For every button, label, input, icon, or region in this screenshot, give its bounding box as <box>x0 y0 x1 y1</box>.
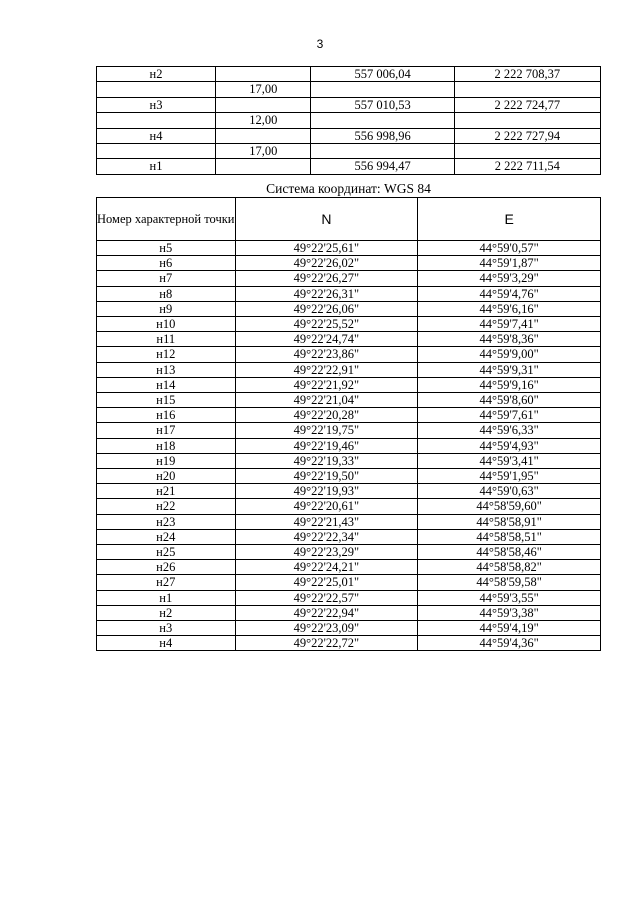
table-row <box>97 545 601 560</box>
latitude-cell: 49°22'21,04" <box>235 393 418 408</box>
longitude-cell: 44°58'59,60" <box>418 499 601 514</box>
longitude-cell: 44°58'58,82" <box>418 560 601 575</box>
latitude-cell: 49°22'22,57" <box>235 590 418 605</box>
point-name-cell: н24 <box>97 529 236 544</box>
x-coordinate-cell <box>311 82 454 97</box>
point-name-cell: н22 <box>97 499 236 514</box>
point-name-cell: н20 <box>97 469 236 484</box>
table-row <box>97 575 601 590</box>
longitude-cell: 44°59'0,57" <box>418 241 601 256</box>
coordinates-continuation-table <box>96 66 601 175</box>
point-name-cell: н13 <box>97 362 236 377</box>
point-name-cell <box>97 144 216 159</box>
longitude-cell: 44°59'6,16" <box>418 301 601 316</box>
table-row <box>97 514 601 529</box>
point-name-cell: н27 <box>97 575 236 590</box>
table-row <box>97 484 601 499</box>
coordinate-system-title: Система координат: WGS 84 <box>266 181 431 196</box>
table-row <box>97 332 601 347</box>
distance-row <box>97 144 601 159</box>
table-row <box>97 605 601 620</box>
table-row <box>97 347 601 362</box>
point-name-cell: н18 <box>97 438 236 453</box>
latitude-cell: 49°22'23,86" <box>235 347 418 362</box>
longitude-cell: 44°59'8,60" <box>418 393 601 408</box>
longitude-cell: 44°59'7,61" <box>418 408 601 423</box>
point-name-cell: н11 <box>97 332 236 347</box>
y-coordinate-cell: 2 222 711,54 <box>454 159 600 174</box>
point-name-cell: н10 <box>97 317 236 332</box>
y-coordinate-cell: 2 222 727,94 <box>454 128 600 143</box>
table-row <box>97 286 601 301</box>
longitude-cell: 44°59'9,31" <box>418 362 601 377</box>
latitude-cell: 49°22'21,92" <box>235 377 418 392</box>
point-row <box>97 67 601 82</box>
longitude-cell: 44°59'1,87" <box>418 256 601 271</box>
point-name-cell: н4 <box>97 128 216 143</box>
latitude-cell: 49°22'26,27" <box>235 271 418 286</box>
distance-cell <box>216 97 311 112</box>
point-name-cell: н19 <box>97 453 236 468</box>
page-number: 3 <box>316 37 324 51</box>
point-name-cell: н16 <box>97 408 236 423</box>
point-name-cell: н25 <box>97 545 236 560</box>
table-row <box>97 362 601 377</box>
longitude-cell: 44°59'0,63" <box>418 484 601 499</box>
point-name-cell: н17 <box>97 423 236 438</box>
latitude-cell: 49°22'20,61" <box>235 499 418 514</box>
distance-cell <box>216 67 311 82</box>
latitude-cell: 49°22'25,61" <box>235 241 418 256</box>
x-coordinate-cell: 556 994,47 <box>311 159 454 174</box>
table-row <box>97 590 601 605</box>
point-name-cell <box>97 113 216 128</box>
longitude-cell: 44°59'8,36" <box>418 332 601 347</box>
point-row <box>97 128 601 143</box>
longitude-cell: 44°59'3,29" <box>418 271 601 286</box>
latitude-cell: 49°22'21,43" <box>235 514 418 529</box>
longitude-cell: 44°59'4,36" <box>418 636 601 651</box>
table-row <box>97 438 601 453</box>
latitude-cell: 49°22'19,33" <box>235 453 418 468</box>
table-row <box>97 271 601 286</box>
point-row <box>97 159 601 174</box>
table-row <box>97 408 601 423</box>
latitude-cell: 49°22'24,74" <box>235 332 418 347</box>
point-name-cell: н4 <box>97 636 236 651</box>
longitude-cell: 44°58'59,58" <box>418 575 601 590</box>
y-coordinate-cell: 2 222 724,77 <box>454 97 600 112</box>
longitude-cell: 44°59'3,55" <box>418 590 601 605</box>
point-name-cell: н1 <box>97 590 236 605</box>
point-name-cell <box>97 82 216 97</box>
point-name-cell: н7 <box>97 271 236 286</box>
longitude-cell: 44°59'4,19" <box>418 621 601 636</box>
latitude-cell: 49°22'25,52" <box>235 317 418 332</box>
point-name-cell: н23 <box>97 514 236 529</box>
latitude-cell: 49°22'25,01" <box>235 575 418 590</box>
latitude-cell: 49°22'19,50" <box>235 469 418 484</box>
distance-cell <box>216 159 311 174</box>
point-name-cell: н1 <box>97 159 216 174</box>
latitude-cell: 49°22'22,34" <box>235 529 418 544</box>
x-coordinate-cell <box>311 144 454 159</box>
longitude-cell: 44°59'3,41" <box>418 453 601 468</box>
table-row <box>97 301 601 316</box>
longitude-cell: 44°58'58,91" <box>418 514 601 529</box>
distance-cell <box>216 128 311 143</box>
point-name-cell: н14 <box>97 377 236 392</box>
distance-cell: 17,00 <box>216 144 311 159</box>
point-name-cell: н2 <box>97 67 216 82</box>
table-row <box>97 469 601 484</box>
point-row <box>97 97 601 112</box>
longitude-cell: 44°59'4,76" <box>418 286 601 301</box>
latitude-cell: 49°22'19,75" <box>235 423 418 438</box>
point-name-cell: н2 <box>97 605 236 620</box>
point-name-cell: н5 <box>97 241 236 256</box>
point-name-cell: н21 <box>97 484 236 499</box>
longitude-cell: 44°59'1,95" <box>418 469 601 484</box>
y-coordinate-cell <box>454 113 600 128</box>
latitude-cell: 49°22'23,29" <box>235 545 418 560</box>
distance-cell: 17,00 <box>216 82 311 97</box>
table-row <box>97 621 601 636</box>
distance-row <box>97 113 601 128</box>
longitude-cell: 44°59'9,00" <box>418 347 601 362</box>
latitude-cell: 49°22'19,93" <box>235 484 418 499</box>
point-name-cell: н6 <box>97 256 236 271</box>
latitude-cell: 49°22'22,72" <box>235 636 418 651</box>
x-coordinate-cell <box>311 113 454 128</box>
latitude-cell: 49°22'24,21" <box>235 560 418 575</box>
y-coordinate-cell <box>454 82 600 97</box>
point-name-cell: н3 <box>97 621 236 636</box>
latitude-cell: 49°22'22,94" <box>235 605 418 620</box>
latitude-header: N <box>235 198 418 241</box>
x-coordinate-cell: 557 010,53 <box>311 97 454 112</box>
table-row <box>97 636 601 651</box>
longitude-cell: 44°59'3,38" <box>418 605 601 620</box>
y-coordinate-cell <box>454 144 600 159</box>
latitude-cell: 49°22'20,28" <box>235 408 418 423</box>
latitude-cell: 49°22'22,91" <box>235 362 418 377</box>
point-name-cell: н9 <box>97 301 236 316</box>
longitude-cell: 44°59'6,33" <box>418 423 601 438</box>
longitude-header: E <box>418 198 601 241</box>
table-row <box>97 499 601 514</box>
table-row <box>97 453 601 468</box>
point-name-cell: н8 <box>97 286 236 301</box>
longitude-cell: 44°59'4,93" <box>418 438 601 453</box>
latitude-cell: 49°22'23,09" <box>235 621 418 636</box>
point-name-cell: н26 <box>97 560 236 575</box>
point-name-cell: н12 <box>97 347 236 362</box>
longitude-cell: 44°59'9,16" <box>418 377 601 392</box>
point-number-header: Номер характерной точки <box>97 198 236 241</box>
table-row <box>97 393 601 408</box>
distance-row <box>97 82 601 97</box>
latitude-cell: 49°22'19,46" <box>235 438 418 453</box>
wgs84-coordinates-table <box>96 197 601 651</box>
point-name-cell: н15 <box>97 393 236 408</box>
table-row <box>97 256 601 271</box>
y-coordinate-cell: 2 222 708,37 <box>454 67 600 82</box>
distance-cell: 12,00 <box>216 113 311 128</box>
table-row <box>97 529 601 544</box>
table-row <box>97 377 601 392</box>
latitude-cell: 49°22'26,31" <box>235 286 418 301</box>
longitude-cell: 44°59'7,41" <box>418 317 601 332</box>
table-header-row <box>97 198 601 241</box>
table-row <box>97 560 601 575</box>
longitude-cell: 44°58'58,51" <box>418 529 601 544</box>
table-row <box>97 423 601 438</box>
longitude-cell: 44°58'58,46" <box>418 545 601 560</box>
latitude-cell: 49°22'26,02" <box>235 256 418 271</box>
table-row <box>97 241 601 256</box>
x-coordinate-cell: 557 006,04 <box>311 67 454 82</box>
latitude-cell: 49°22'26,06" <box>235 301 418 316</box>
point-name-cell: н3 <box>97 97 216 112</box>
table-row <box>97 317 601 332</box>
x-coordinate-cell: 556 998,96 <box>311 128 454 143</box>
